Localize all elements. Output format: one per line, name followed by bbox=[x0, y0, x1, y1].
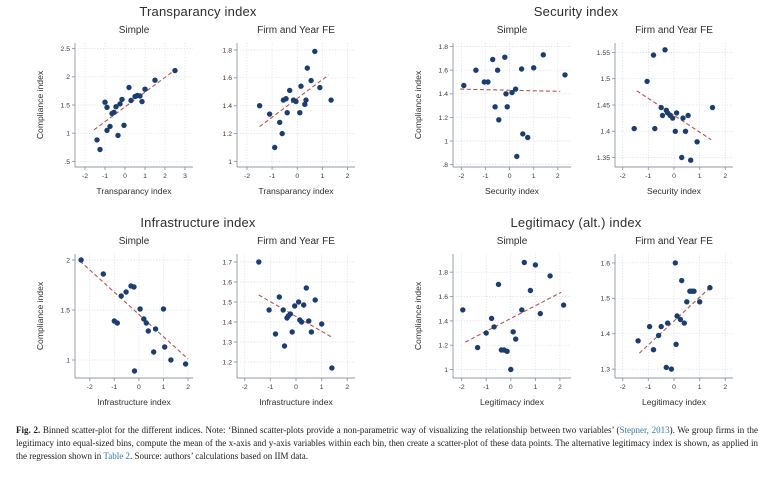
x-axis-label: Legitimacy index bbox=[641, 397, 707, 407]
y-tick-labels bbox=[439, 270, 449, 374]
fit-line bbox=[465, 292, 561, 342]
panel-title: Simple bbox=[118, 25, 150, 36]
caption-text: ). We group firms in the legitimacy into equal-sized bins, compute the mean of the x-axis and y-axis variables within each bin, then create a scatter-plot of these data points. The alternative legitimacy index is shown, as applied in the regression shown in bbox=[16, 425, 759, 461]
axes bbox=[72, 254, 193, 381]
x-axis-label: Security index bbox=[485, 186, 539, 196]
svg-text:1.2: 1.2 bbox=[222, 131, 232, 138]
x-tick-labels bbox=[82, 173, 187, 180]
svg-text:1.2: 1.2 bbox=[222, 359, 232, 367]
scatter-panel bbox=[207, 21, 363, 199]
y-axis-label: Compliance index bbox=[35, 70, 45, 140]
svg-text:3: 3 bbox=[183, 173, 187, 180]
x-tick-labels bbox=[458, 173, 560, 180]
svg-text:.8: .8 bbox=[442, 162, 448, 169]
svg-text:1: 1 bbox=[66, 130, 70, 138]
svg-text:1.4: 1.4 bbox=[600, 128, 610, 136]
svg-text:2: 2 bbox=[558, 384, 562, 391]
caption-reference-link[interactable]: Stepner, 2013 bbox=[619, 425, 670, 435]
scatter-plot bbox=[33, 21, 201, 199]
group-panels bbox=[411, 232, 741, 410]
svg-text:0: 0 bbox=[672, 384, 676, 391]
svg-text:1.4: 1.4 bbox=[600, 331, 610, 339]
caption-reference-link[interactable]: Table 2 bbox=[103, 451, 130, 461]
fit-line bbox=[80, 261, 188, 359]
svg-text:0: 0 bbox=[508, 384, 513, 391]
svg-text:1: 1 bbox=[319, 384, 324, 391]
svg-text:1.5: 1.5 bbox=[600, 295, 610, 303]
svg-text:0: 0 bbox=[507, 173, 512, 180]
svg-text:1.35: 1.35 bbox=[596, 154, 610, 162]
y-tick-labels bbox=[223, 47, 233, 165]
scatter-plot bbox=[585, 21, 741, 199]
axes bbox=[234, 43, 355, 170]
x-axis-label: Transparancy index bbox=[258, 186, 334, 196]
svg-text:2: 2 bbox=[723, 384, 728, 391]
chart-group-3 bbox=[33, 215, 363, 410]
panel-title: Simple bbox=[496, 236, 528, 247]
scatter-panel bbox=[585, 21, 741, 199]
svg-text:1.6: 1.6 bbox=[438, 293, 448, 301]
scatter-plot bbox=[207, 232, 363, 410]
group-title: Infrastructure index bbox=[140, 215, 256, 230]
data-points bbox=[461, 52, 568, 159]
scatter-plot bbox=[411, 21, 579, 199]
svg-text:2: 2 bbox=[723, 173, 728, 180]
scatter-panel bbox=[411, 232, 579, 410]
svg-text:1.8: 1.8 bbox=[438, 269, 448, 277]
scatter-plot bbox=[411, 232, 579, 410]
svg-text:1: 1 bbox=[531, 173, 536, 180]
svg-text:1.4: 1.4 bbox=[438, 318, 448, 326]
svg-text:-2: -2 bbox=[458, 384, 465, 391]
group-title: Transparancy index bbox=[139, 4, 257, 19]
y-tick-labels bbox=[61, 257, 71, 364]
svg-text:1: 1 bbox=[161, 384, 166, 391]
gridlines bbox=[237, 43, 355, 167]
svg-text:-1: -1 bbox=[645, 173, 652, 180]
x-tick-labels bbox=[620, 384, 728, 391]
gridlines bbox=[75, 254, 193, 378]
gridlines bbox=[453, 254, 571, 378]
svg-text:1: 1 bbox=[320, 173, 325, 180]
svg-text:1.7: 1.7 bbox=[222, 259, 232, 267]
panel-title: Simple bbox=[118, 236, 150, 247]
caption-text: Fig. 2. bbox=[16, 425, 41, 435]
svg-text:1.8: 1.8 bbox=[222, 47, 232, 55]
svg-text:1: 1 bbox=[444, 138, 448, 146]
axes bbox=[450, 43, 571, 170]
svg-text:0: 0 bbox=[672, 173, 676, 180]
svg-text:-1: -1 bbox=[101, 173, 109, 180]
svg-text:1.3: 1.3 bbox=[600, 366, 610, 374]
caption-text: . Source: authors’ calculations based on IIM data. bbox=[129, 451, 308, 461]
svg-text:2.5: 2.5 bbox=[60, 46, 70, 53]
svg-text:1.4: 1.4 bbox=[222, 103, 232, 111]
svg-text:1.4: 1.4 bbox=[438, 91, 448, 99]
svg-text:1.6: 1.6 bbox=[222, 75, 232, 83]
caption-text: Binned scatter-plot for the different indices. Note: ‘Binned scatter-plots provide a non-parametric way of visualizing the relationship between two variables’ ( bbox=[40, 425, 620, 435]
svg-text:2: 2 bbox=[555, 173, 560, 180]
figure-caption bbox=[16, 424, 758, 463]
x-axis-label: Legitimacy index bbox=[479, 397, 545, 407]
x-tick-labels bbox=[242, 384, 350, 391]
svg-text:-1: -1 bbox=[645, 384, 652, 391]
svg-text:1.3: 1.3 bbox=[222, 339, 232, 347]
axes bbox=[612, 254, 733, 381]
x-axis-label: Infrastructure index bbox=[97, 397, 171, 407]
scatter-panel bbox=[33, 232, 201, 410]
data-points bbox=[460, 260, 566, 372]
scatter-plot bbox=[585, 232, 741, 410]
y-axis-label: Compliance index bbox=[413, 70, 423, 140]
svg-text:-2: -2 bbox=[86, 384, 93, 391]
scatter-panel bbox=[207, 232, 363, 410]
y-tick-labels bbox=[223, 259, 233, 366]
svg-text:0: 0 bbox=[137, 384, 141, 391]
svg-text:1: 1 bbox=[533, 384, 538, 391]
x-axis-label: Transparancy index bbox=[96, 186, 172, 196]
svg-text:-1: -1 bbox=[267, 384, 274, 391]
panel-title: Firm and Year FE bbox=[257, 25, 335, 36]
svg-text:-2: -2 bbox=[241, 384, 248, 391]
y-tick-labels bbox=[597, 50, 610, 162]
scatter-plot bbox=[33, 232, 201, 410]
svg-text:-2: -2 bbox=[619, 384, 626, 391]
svg-text:.5: .5 bbox=[64, 158, 70, 166]
gridlines bbox=[615, 43, 733, 167]
group-title: Legitimacy (alt.) index bbox=[510, 215, 642, 230]
svg-text:1.6: 1.6 bbox=[438, 67, 448, 75]
axes bbox=[72, 43, 193, 170]
x-tick-labels bbox=[87, 384, 190, 391]
group-panels bbox=[411, 21, 741, 199]
panel-title: Firm and Year FE bbox=[635, 236, 713, 247]
svg-text:1: 1 bbox=[228, 158, 232, 166]
svg-text:1: 1 bbox=[66, 357, 70, 365]
gridlines bbox=[615, 254, 733, 378]
svg-text:1.5: 1.5 bbox=[60, 102, 70, 110]
svg-text:1.8: 1.8 bbox=[438, 43, 448, 51]
svg-text:1: 1 bbox=[143, 173, 147, 180]
svg-text:1: 1 bbox=[697, 384, 702, 391]
y-tick-labels bbox=[601, 260, 611, 373]
scatter-panel bbox=[411, 21, 579, 199]
group-panels bbox=[33, 21, 363, 199]
svg-text:1: 1 bbox=[444, 366, 448, 374]
svg-text:2: 2 bbox=[186, 384, 190, 391]
panel-title: Firm and Year FE bbox=[257, 236, 335, 247]
group-title: Security index bbox=[533, 4, 619, 19]
figure-grid bbox=[0, 4, 774, 410]
gridlines bbox=[453, 43, 571, 167]
scatter-panel bbox=[585, 232, 741, 410]
svg-text:-2: -2 bbox=[243, 173, 251, 180]
scatter-panel bbox=[33, 21, 201, 199]
chart-group-4 bbox=[411, 215, 741, 410]
axes bbox=[234, 254, 355, 381]
svg-text:0: 0 bbox=[123, 173, 127, 180]
gridlines bbox=[75, 43, 193, 167]
data-points bbox=[256, 259, 335, 370]
x-tick-labels bbox=[620, 173, 728, 180]
svg-text:1.6: 1.6 bbox=[222, 279, 232, 287]
y-axis-label: Compliance index bbox=[35, 281, 45, 351]
x-axis-label: Security index bbox=[647, 186, 701, 196]
svg-text:1.2: 1.2 bbox=[438, 114, 448, 122]
data-points bbox=[94, 68, 177, 152]
panel-title: Firm and Year FE bbox=[635, 25, 713, 36]
svg-text:-1: -1 bbox=[482, 173, 489, 180]
panel-title: Simple bbox=[496, 25, 528, 36]
y-tick-labels bbox=[61, 46, 71, 166]
svg-text:1.55: 1.55 bbox=[596, 49, 610, 57]
svg-text:0: 0 bbox=[295, 173, 300, 180]
scatter-plot bbox=[207, 21, 363, 199]
svg-text:2: 2 bbox=[345, 384, 350, 391]
svg-text:1.5: 1.5 bbox=[600, 76, 610, 84]
svg-text:1.4: 1.4 bbox=[222, 319, 232, 327]
axes bbox=[450, 254, 571, 381]
group-panels bbox=[33, 232, 363, 410]
x-tick-labels bbox=[459, 384, 562, 391]
chart-group-2 bbox=[411, 4, 741, 199]
svg-text:2: 2 bbox=[163, 173, 167, 180]
svg-text:-1: -1 bbox=[269, 173, 276, 180]
svg-text:2: 2 bbox=[66, 257, 70, 265]
svg-text:1.5: 1.5 bbox=[222, 299, 232, 307]
svg-text:-1: -1 bbox=[111, 384, 118, 391]
svg-text:2: 2 bbox=[66, 74, 70, 82]
chart-group-1 bbox=[33, 4, 363, 199]
x-axis-label: Infrastructure index bbox=[259, 397, 333, 407]
y-axis-label: Compliance index bbox=[413, 281, 423, 351]
svg-text:1.5: 1.5 bbox=[60, 307, 70, 315]
y-tick-labels bbox=[439, 44, 449, 169]
svg-text:1: 1 bbox=[697, 173, 702, 180]
svg-text:1.6: 1.6 bbox=[600, 260, 610, 268]
svg-text:-2: -2 bbox=[619, 173, 626, 180]
svg-text:1.2: 1.2 bbox=[438, 342, 448, 350]
x-tick-labels bbox=[244, 173, 350, 180]
svg-text:-2: -2 bbox=[458, 173, 465, 180]
svg-text:-1: -1 bbox=[483, 384, 490, 391]
svg-text:2: 2 bbox=[345, 173, 350, 180]
svg-text:0: 0 bbox=[294, 384, 298, 391]
svg-text:1.45: 1.45 bbox=[596, 102, 610, 110]
svg-text:-2: -2 bbox=[81, 173, 89, 180]
